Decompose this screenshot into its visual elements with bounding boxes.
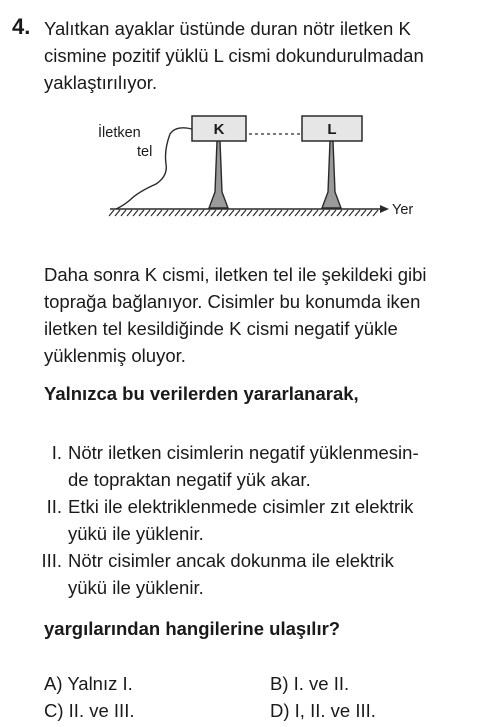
body-l-label: L xyxy=(327,121,337,138)
option-a-text: Yalnız I. xyxy=(67,673,133,694)
hatch-mark xyxy=(367,210,372,216)
option-c[interactable] xyxy=(44,698,134,724)
ground-hatching xyxy=(109,210,378,216)
statement-1-line-2: de topraktan negatif yük akar. xyxy=(68,469,311,490)
statement-2-roman: II. xyxy=(46,496,62,517)
hatch-mark xyxy=(361,210,366,216)
hatch-mark xyxy=(121,210,126,216)
hatch-mark xyxy=(241,210,246,216)
hatch-mark xyxy=(253,210,258,216)
statement-2-line-2: yükü ile yüklenir. xyxy=(68,523,204,544)
option-b-text: I. ve II. xyxy=(293,673,350,694)
option-d-letter: D) xyxy=(270,700,290,721)
hatch-mark xyxy=(139,210,144,216)
option-d-text: I, II. ve III. xyxy=(294,700,376,721)
hatch-mark xyxy=(265,210,270,216)
option-c-text: II. ve III. xyxy=(68,700,135,721)
hatch-mark xyxy=(151,210,156,216)
hatch-mark xyxy=(325,210,330,216)
intro-line-1: Yalıtkan ayaklar üstünde duran nötr iletken K xyxy=(44,18,411,39)
hatch-mark xyxy=(349,210,354,216)
wire-label-line-1: İletken xyxy=(98,125,141,141)
hatch-mark xyxy=(211,210,216,216)
hatch-mark xyxy=(307,210,312,216)
k-insulating-stand xyxy=(209,141,228,208)
option-b-letter: B) xyxy=(270,673,289,694)
hatch-mark xyxy=(223,210,228,216)
statement-1-roman: I. xyxy=(51,442,62,463)
option-b[interactable] xyxy=(270,671,349,697)
ground-label: Yer xyxy=(392,202,414,218)
hatch-mark xyxy=(259,210,264,216)
hatch-mark xyxy=(355,210,360,216)
intro-line-3: yaklaştırılıyor. xyxy=(44,72,158,93)
paragraph-line-1: Daha sonra K cismi, iletken tel ile şekildeki gibi xyxy=(44,264,427,285)
hatch-mark xyxy=(289,210,294,216)
hatch-mark xyxy=(133,210,138,216)
hatch-mark xyxy=(199,210,204,216)
hatch-mark xyxy=(229,210,234,216)
hatch-mark xyxy=(181,210,186,216)
hatch-mark xyxy=(235,210,240,216)
hatch-mark xyxy=(313,210,318,216)
paragraph-line-2: toprağa bağlanıyor. Cisimler bu konumda iken xyxy=(44,291,421,312)
hatch-mark xyxy=(319,210,324,216)
hatch-mark xyxy=(283,210,288,216)
hatch-mark xyxy=(193,210,198,216)
electrostatics-figure xyxy=(96,112,436,222)
hatch-mark xyxy=(301,210,306,216)
hatch-mark xyxy=(175,210,180,216)
l-insulating-stand xyxy=(322,141,341,208)
hatch-mark xyxy=(247,210,252,216)
option-a[interactable] xyxy=(44,671,133,697)
paragraph-line-3: iletken tel kesildiğinde K cismi negatif yükle xyxy=(44,318,398,339)
hatch-mark xyxy=(205,210,210,216)
hatch-mark xyxy=(109,210,114,216)
question-prompt: yargılarından hangilerine ulaşılır? xyxy=(44,618,341,639)
option-c-letter: C) xyxy=(44,700,64,721)
hatch-mark xyxy=(217,210,222,216)
hatch-mark xyxy=(163,210,168,216)
instruction: Yalnızca bu verilerden yararlanarak, xyxy=(44,383,359,404)
hatch-mark xyxy=(271,210,276,216)
question-number: 4. xyxy=(12,14,31,39)
hatch-mark xyxy=(187,210,192,216)
option-d[interactable] xyxy=(270,698,376,724)
statement-2-line-1: Etki ile elektriklenmede cisimler zıt elektrik xyxy=(68,496,414,517)
hatch-mark xyxy=(169,210,174,216)
option-a-letter: A) xyxy=(44,673,63,694)
hatch-mark xyxy=(115,210,120,216)
paragraph-line-4: yüklenmiş oluyor. xyxy=(44,345,186,366)
hatch-mark xyxy=(373,210,378,216)
statement-3-line-2: yükü ile yüklenir. xyxy=(68,577,204,598)
statement-3-roman: III. xyxy=(41,550,62,571)
hatch-mark xyxy=(277,210,282,216)
intro-line-2: cismine pozitif yüklü L cismi dokundurulmadan xyxy=(44,45,424,66)
hatch-mark xyxy=(343,210,348,216)
hatch-mark xyxy=(157,210,162,216)
hatch-mark xyxy=(145,210,150,216)
hatch-mark xyxy=(127,210,132,216)
hatch-mark xyxy=(337,210,342,216)
hatch-mark xyxy=(295,210,300,216)
statement-1-line-1: Nötr iletken cisimlerin negatif yüklenmesin- xyxy=(68,442,419,463)
body-k-label: K xyxy=(213,121,225,138)
hatch-mark xyxy=(331,210,336,216)
statement-3-line-1: Nötr cisimler ancak dokunma ile elektrik xyxy=(68,550,394,571)
ground-arrow-head xyxy=(380,205,389,213)
wire-label-line-2: tel xyxy=(137,144,153,160)
